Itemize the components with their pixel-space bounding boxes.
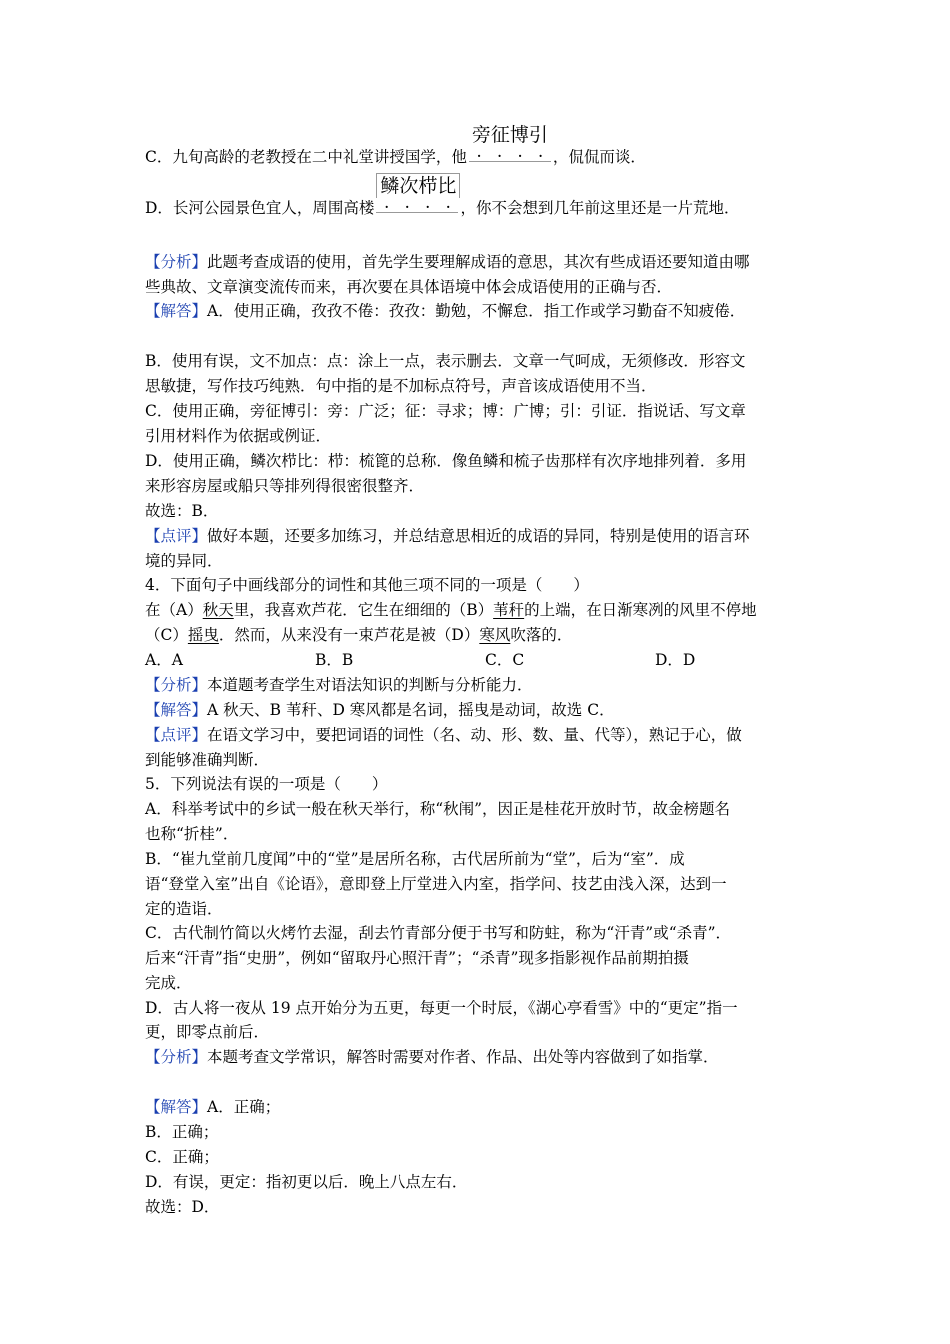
q5-choice: 故选：D． (145, 1198, 220, 1216)
q4-sentence-1 (145, 599, 757, 621)
underlined-word-c: 摇曳 (187, 626, 219, 644)
analysis-tag: 【分析】 (145, 253, 208, 271)
q5-analysis (145, 1046, 719, 1068)
q5-option-a-2: 也称“折桂”． (145, 825, 239, 843)
q3-choice: 故选：B． (145, 502, 219, 520)
option-c-text: C．九旬高龄的老教授在二中礼堂讲授国学，他 (145, 148, 467, 166)
q4-text: 在（A） (145, 601, 203, 619)
q3-answer-b-1: B．使用有误，文不加点：点：涂上一点，表示删去．文章一气呵成，无须修改．形容文 (145, 352, 746, 370)
q3-answer-b-2: 思敏捷，写作技巧纯熟．句中指的是不加标点符号，声音该成语使用不当． (145, 377, 657, 395)
option-d-blank (376, 175, 458, 214)
q3-comment-cont: 境的异同． (145, 552, 223, 570)
analysis-tag: 【分析】 (145, 1048, 208, 1066)
q4-options (145, 649, 695, 671)
q5-answer-a: A．正确； (207, 1098, 281, 1116)
option-d-line (145, 175, 740, 219)
q5-option-c-2: 后来“汗青”指“史册”，例如“留取丹心照汗青”；“杀青”现多指影视作品前期拍摄 (145, 949, 689, 967)
answer-tag: 【解答】 (145, 701, 208, 719)
option-d-text: D．长河公园景色宜人，周围高楼 (145, 199, 375, 217)
q4-option-c: C．C (485, 651, 525, 669)
underlined-word-d: 寒风 (479, 626, 511, 644)
q5-option-b-3: 定的造诣． (145, 900, 223, 918)
emphasis-dots: · · · · (384, 200, 451, 214)
q5-answer-c: C．正确； (145, 1148, 219, 1166)
comment-tag: 【点评】 (145, 726, 208, 744)
comment-tag: 【点评】 (145, 527, 208, 545)
q4-text: （C） (145, 626, 188, 644)
q3-analysis-text-2: 些典故、文章演变流传而来，再次要在具体语境中体会成语使用的正确与否． (145, 278, 673, 296)
q3-analysis-cont (145, 276, 672, 298)
option-d-text-end: ，你不会想到几年前这里还是一片荒地． (460, 199, 740, 217)
q4-text: 里，我喜欢芦花．它生在细细的（B） (233, 601, 494, 619)
q3-answer (145, 300, 745, 322)
q3-answer-c-2: 引用材料作为依据或例证． (145, 427, 332, 445)
answer-tag: 【解答】 (145, 1098, 208, 1116)
q4-sentence-2 (145, 624, 572, 646)
option-c-blank (469, 124, 551, 163)
q5-stem: 5．下列说法有误的一项是（ ） (145, 775, 388, 793)
q3-analysis (145, 251, 750, 273)
q4-answer (145, 699, 615, 721)
q5-option-b-2: 语“登堂入室”出自《论语》，意即登上厅堂进入内室，指学问、技艺由浅入深，达到一 (145, 875, 727, 893)
q4-analysis-text: 本道题考查学生对语法知识的判断与分析能力． (207, 676, 533, 694)
q5-answer-b: B．正确； (145, 1123, 219, 1141)
q3-answer-a: A．使用正确，孜孜不倦：孜孜：勤勉，不懈怠．指工作或学习勤奋不知疲倦． (207, 302, 746, 320)
q5-option-a-1: A．科举考试中的乡试一般在秋天举行，称“秋闱”，因正是桂花开放时节，故金榜题名 (145, 800, 731, 818)
q5-option-c-1: C．古代制竹简以火烤竹去湿，刮去竹青部分便于书写和防蛀，称为“汗青”或“杀青”． (145, 924, 732, 942)
q3-comment-text-1: 做好本题，还要多加练习，并总结意思相近的成语的异同，特别是使用的语言环 (207, 527, 750, 545)
emphasis-dots: · · · · (477, 149, 543, 163)
q4-option-b: B．B (315, 651, 354, 669)
q5-option-b-1: B．“崔九堂前几度闻”中的“堂”是居所名称，古代居所前为“堂”，后为“室”．成 (145, 850, 685, 868)
q5-option-d-2: 更，即零点前后． (145, 1023, 270, 1041)
option-c-fill-word: 旁征博引 (471, 124, 548, 146)
option-c-line (145, 124, 646, 168)
q3-answer-c-1: C．使用正确，旁征博引：旁：广泛；征：寻求；博：广博；引：引证．指说话、写文章 (145, 402, 746, 420)
q4-comment (145, 724, 742, 746)
q5-answer-d: D．有误，更定：指初更以后．晚上八点左右． (145, 1173, 468, 1191)
q3-answer-d-1: D．使用正确，鳞次栉比：栉：梳篦的总称．像鱼鳞和梳子齿那样有次序地排列着．多用 (145, 452, 747, 470)
q4-analysis (145, 674, 533, 696)
q5-option-d-1: D．古人将一夜从 19 点开始分为五更，每更一个时辰，《湖心亭看雪》中的“更定”指一 (145, 999, 738, 1017)
q4-text: ．然而，从来没有一束芦花是被（D） (218, 626, 480, 644)
q5-option-c-3: 完成． (145, 974, 192, 992)
q3-analysis-text-1: 此题考查成语的使用，首先学生要理解成语的意思，其次有些成语还要知道由哪 (207, 253, 750, 271)
analysis-tag: 【分析】 (145, 676, 208, 694)
option-d-fill-word: 鳞次栉比 (376, 173, 460, 198)
q4-answer-text: A 秋天、B 苇秆、D 寒风都是名词，摇曳是动词，故选 C． (207, 701, 615, 719)
q5-answer (145, 1096, 280, 1118)
q5-analysis-text: 本题考查文学常识，解答时需要对作者、作品、出处等内容做到了如指掌． (207, 1048, 719, 1066)
q3-comment (145, 525, 750, 547)
q4-option-d: D．D (655, 651, 696, 669)
q4-text: 的上端，在日渐寒冽的风里不停地 (524, 601, 757, 619)
q4-comment-cont: 到能够准确判断． (145, 751, 270, 769)
underlined-word-a: 秋天 (202, 601, 234, 619)
option-c-text-end: ，侃侃而谈． (552, 148, 646, 166)
q4-comment-text-1: 在语文学习中，要把词语的词性（名、动、形、数、量、代等），熟记于心，做 (207, 726, 742, 744)
q4-stem: 4．下面句子中画线部分的词性和其他三项不同的一项是（ ） (145, 576, 589, 594)
underlined-word-b: 苇秆 (493, 601, 525, 619)
q4-text: 吹落的． (510, 626, 573, 644)
answer-tag: 【解答】 (145, 302, 208, 320)
q4-option-a: A．A (145, 651, 183, 669)
q3-answer-d-2: 来形容房屋或船只等排列得很密很整齐． (145, 477, 425, 495)
